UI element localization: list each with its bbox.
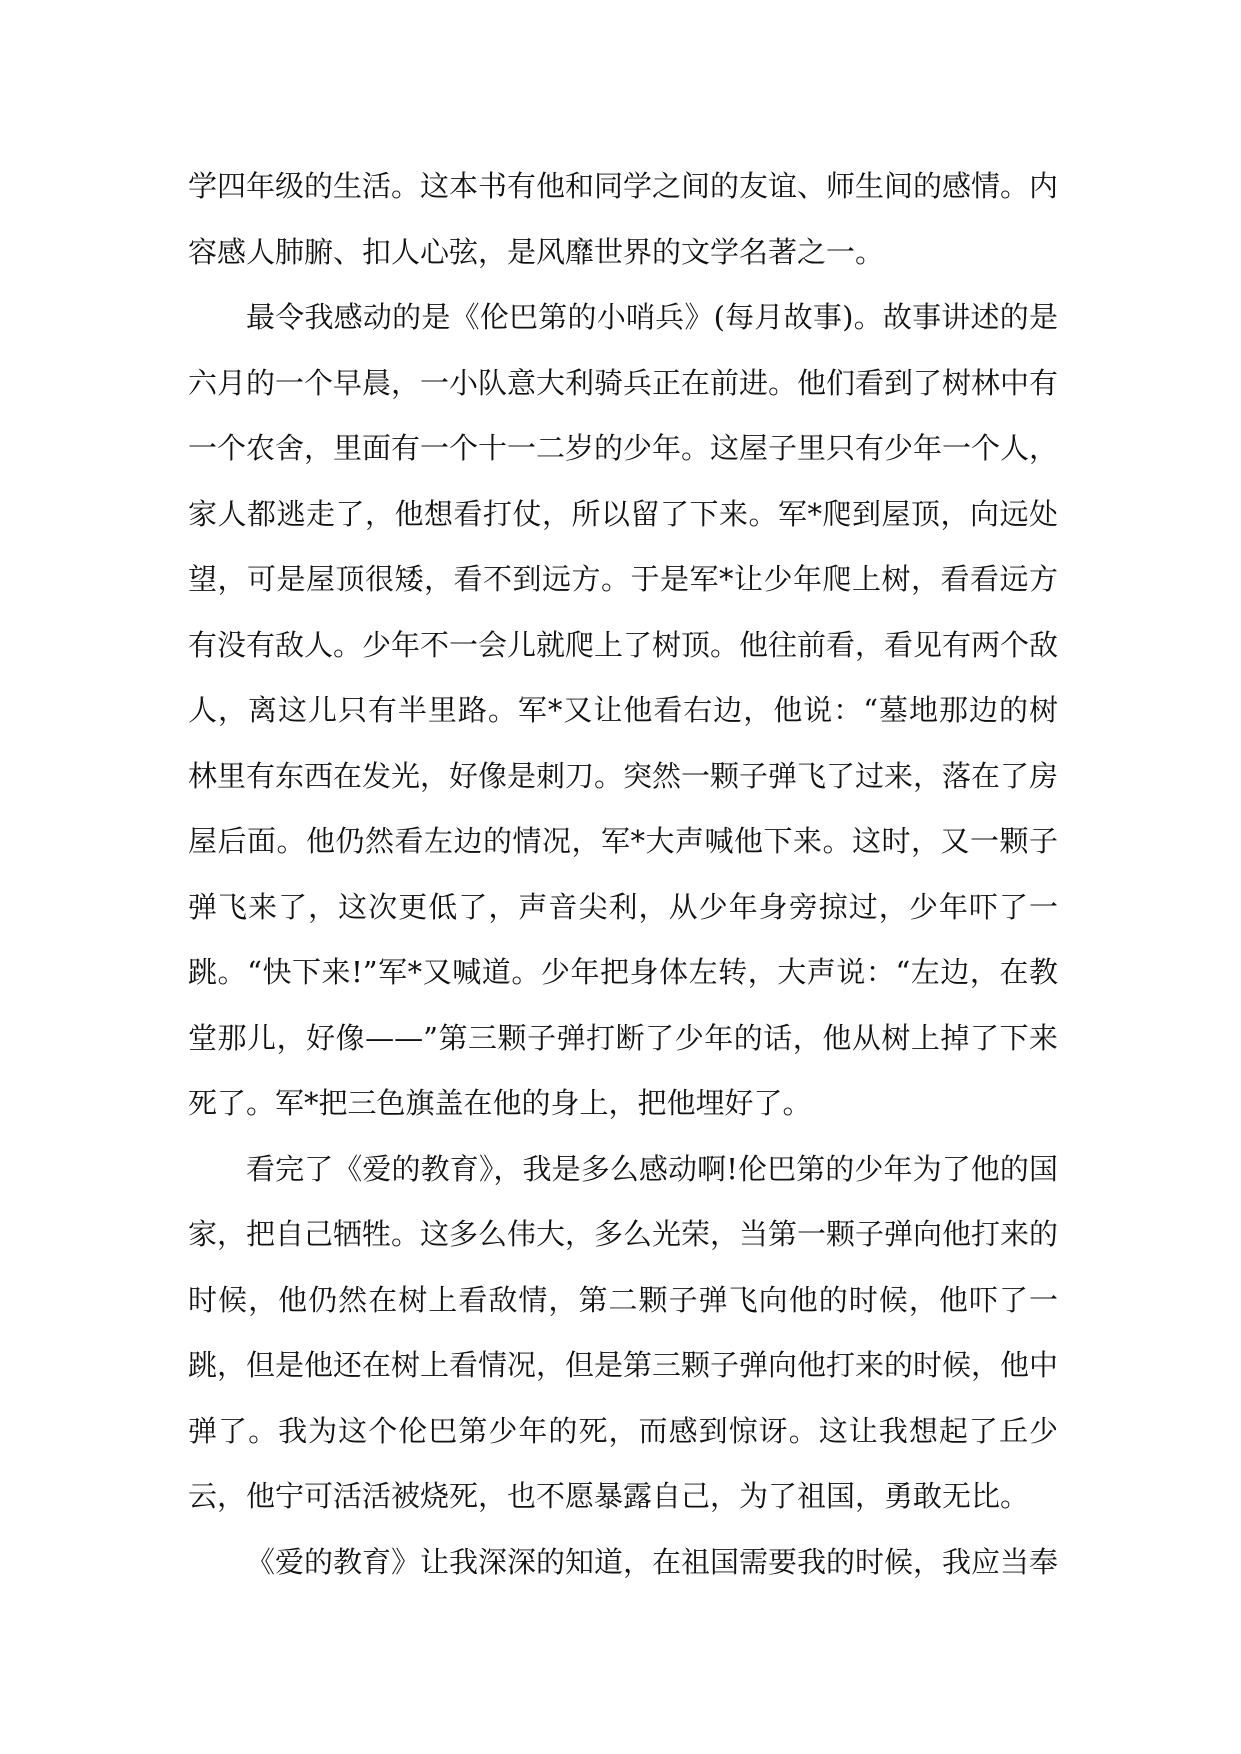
body-text <box>188 154 1058 1595</box>
paragraph-reflection: 看完了《爱的教育》，我是多么感动啊!伦巴第的少年为了他的国家，把自己牺牲。这多么伟大，多么光荣，当第一颗子弹向他打来的时候，他仍然在树上看敌情，第二颗子弹飞向他的时候，他吓了一跳，但是他还在树上看情况，但是第三颗子弹向他打来的时候，他中弹了。我为这个伦巴第少年的死，而感到惊讶。这让我想起了丘少云，他宁可活活被烧死，也不愿暴露自己，为了祖国，勇敢无比。 <box>188 1151 1059 1513</box>
paragraph-story: 最令我感动的是《伦巴第的小哨兵》(每月故事)。故事讲述的是六月的一个早晨，一小队意大利骑兵正在前进。他们看到了树林中有一个农舍，里面有一个十一二岁的少年。这屋子里只有少年一个人，家人都逃走了，他想看打仗，所以留了下来。军*爬到屋顶，向远处望，可是屋顶很矮，看不到远方。于是军*让少年爬上树，看看远方有没有敌人。少年不一会儿就爬上了树顶。他往前看，看见有两个敌人，离这儿只有半里路。军*又让他看右边，他说：“墓地那边的树林里有东西在发光，好像是刺刀。突然一颗子弹飞了过来，落在了房屋后面。他仍然看左边的情况，军*大声喊他下来。这时，又一颗子弹飞来了，这次更低了，声音尖利，从少年身旁掠过，少年吓了一跳。“快下来!”军*又喊道。少年把身体左转，大声说：“左边，在教堂那儿，好像——”第三颗子弹打断了少年的话，他从树上掉了下来死了。军*把三色旗盖在他的身上，把他埋好了。 <box>188 300 1059 1120</box>
paragraph-continued: 学四年级的生活。这本书有他和同学之间的友谊、师生间的感情。内容感人肺腑、扣人心弦，是风靡世界的文学名著之一。 <box>188 169 1059 269</box>
paragraph-conclusion: 《爱的教育》让我深深的知道，在祖国需要我的时候，我应当奉 <box>246 1544 1059 1579</box>
